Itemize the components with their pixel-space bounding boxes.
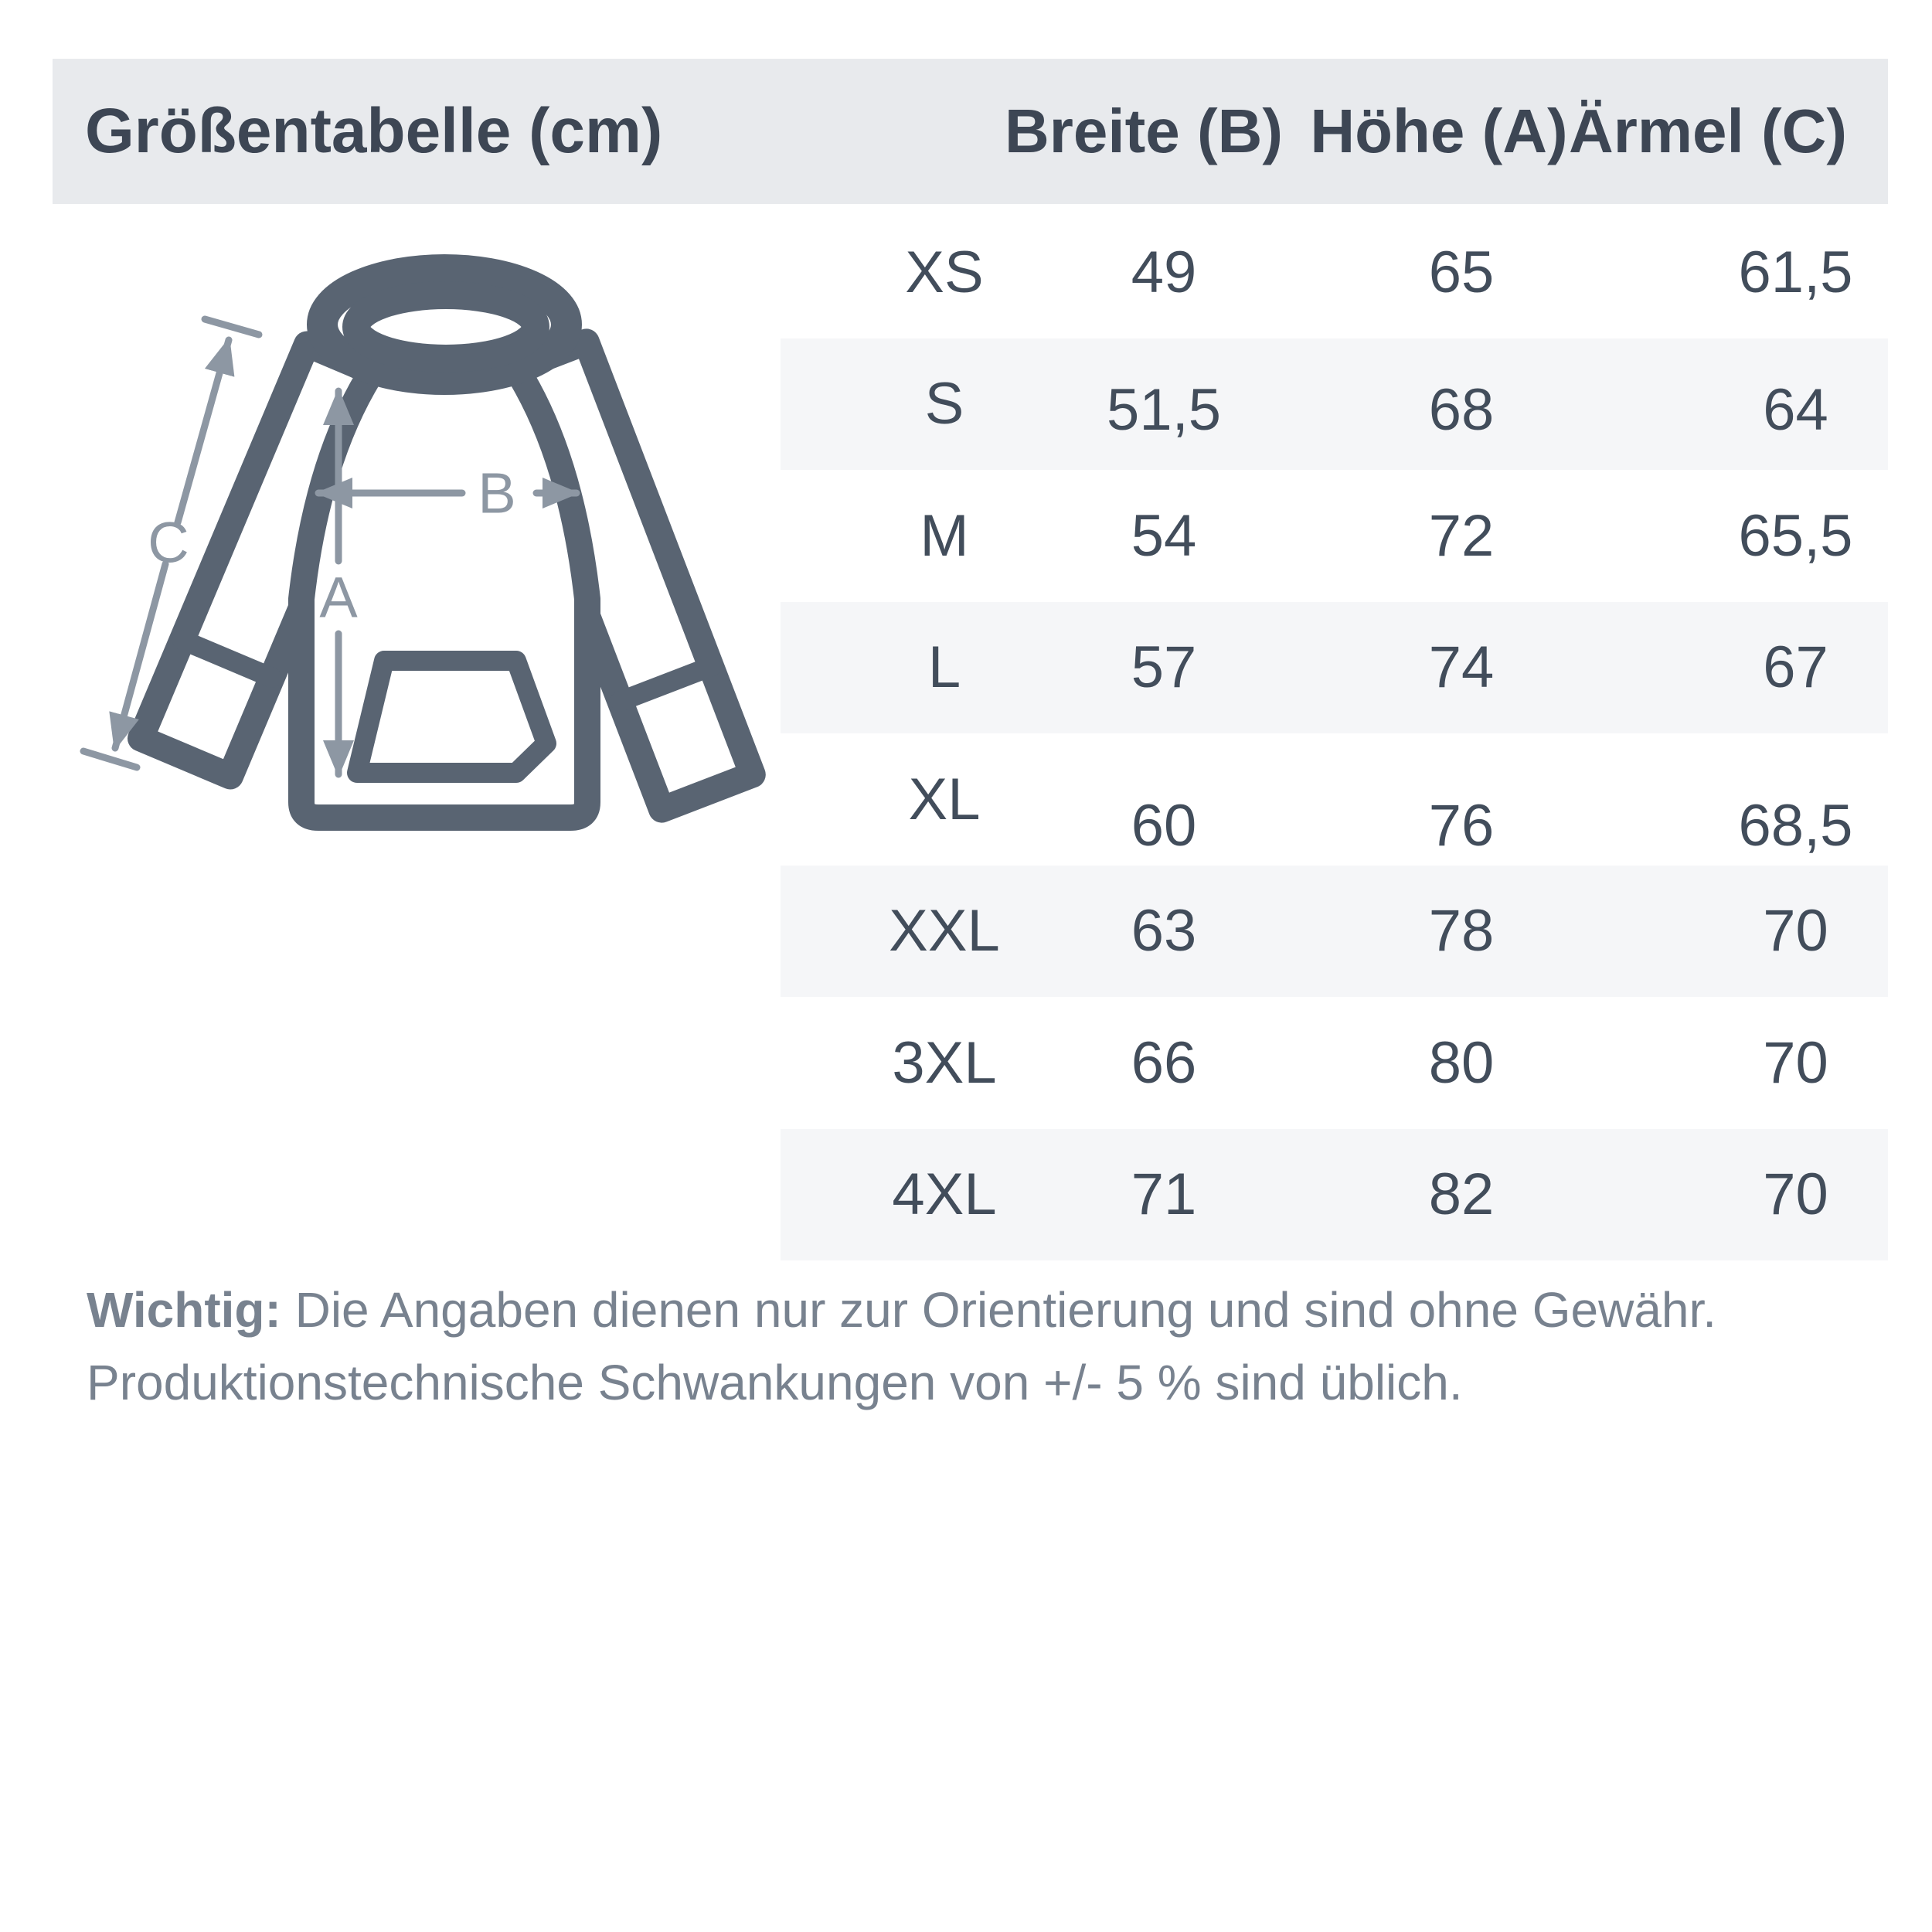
value-aermel: 64 [1763,377,1828,444]
note-bold-prefix: Wichtig: [87,1282,281,1338]
value-aermel: 65,5 [1738,502,1853,569]
value-breite: 49 [1131,239,1197,305]
value-aermel: 70 [1763,1162,1828,1228]
value-hoehe: 74 [1428,634,1495,701]
note-line-1 [87,1274,1879,1346]
value-hoehe: 82 [1428,1162,1495,1228]
size-label: 4XL [892,1162,997,1228]
size-label: L [927,634,961,701]
value-hoehe: 72 [1428,502,1495,569]
table-row [781,997,1888,1129]
table-row [781,206,1888,338]
note-line-1-text: Die Angaben dienen nur zur Orientierung und sind ohne Gewähr. [281,1282,1717,1338]
value-breite: 57 [1131,634,1197,701]
column-header-hoehe: Höhe (A) [1310,97,1568,165]
table-row [781,733,1888,866]
value-breite: 63 [1131,898,1197,964]
pocket-outline [357,661,546,773]
value-hoehe: 76 [1428,792,1495,859]
size-label: XXL [889,898,1000,964]
hoodie-measurement-diagram [46,216,819,912]
size-table [781,206,1888,1260]
value-hoehe: 65 [1428,239,1495,305]
value-breite: 66 [1131,1029,1197,1096]
column-header-aermel: Ärmel (C) [1568,97,1848,165]
page-title: Größentabelle (cm) [85,96,663,166]
size-label: XS [905,239,984,305]
table-row [781,602,1888,734]
label-c: C [148,510,189,575]
label-b: B [478,461,516,526]
table-row [781,470,1888,602]
table-row [781,1129,1888,1261]
label-a: A [319,565,358,630]
value-aermel: 70 [1763,898,1828,964]
value-hoehe: 68 [1428,377,1495,444]
value-hoehe: 78 [1428,898,1495,964]
value-aermel: 61,5 [1738,239,1853,305]
size-table-rows [781,206,1888,1260]
size-label: XL [908,766,981,832]
value-breite: 71 [1131,1162,1197,1228]
value-aermel: 70 [1763,1029,1828,1096]
column-header-breite: Breite (B) [1004,97,1284,165]
size-label: 3XL [892,1029,997,1096]
value-breite: 54 [1131,502,1197,569]
value-breite: 51,5 [1107,377,1221,444]
value-aermel: 68,5 [1738,792,1853,859]
size-label: S [924,371,964,437]
size-label: M [920,502,969,569]
value-hoehe: 80 [1428,1029,1495,1096]
value-aermel: 67 [1763,634,1828,701]
value-breite: 60 [1131,792,1197,859]
important-note [87,1274,1879,1419]
note-line-2: Produktionstechnische Schwankungen von +/- 5 % sind üblich. [87,1355,1463,1410]
table-row [781,338,1888,471]
table-header-bar [53,59,1888,204]
